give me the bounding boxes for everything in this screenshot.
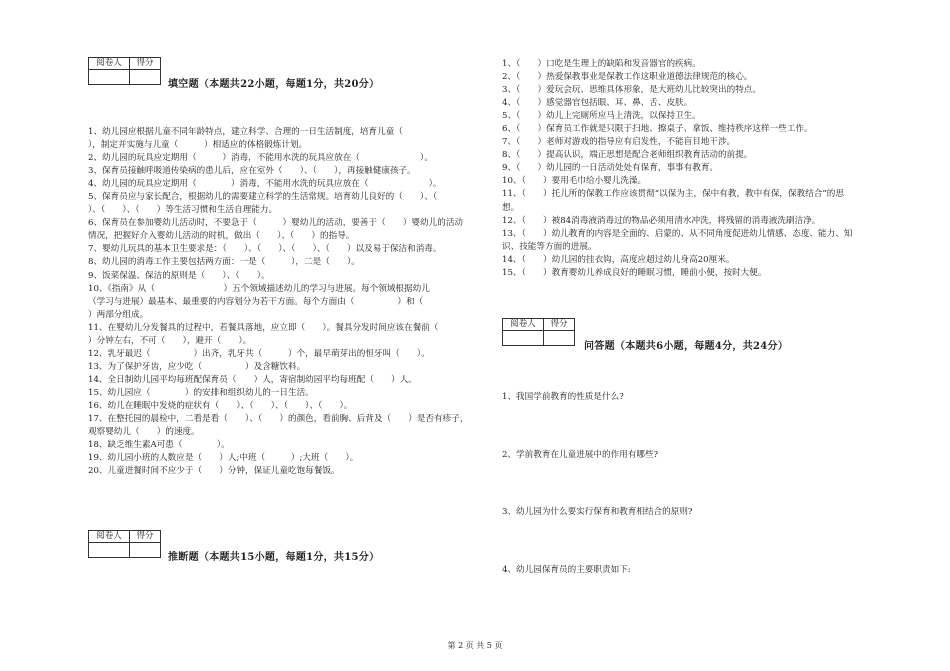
- essay-question: 2、学前教育在儿童进展中的作用有哪些?: [502, 450, 659, 460]
- judge-line: 5、（ ）幼儿上完厕所应马上清洗，以保持卫生。: [502, 111, 701, 122]
- fill-line: 17、在整托园的晨检中，二看是看（ ）、（ ）的颜色，看前胸、后背及（ ）是否有疹子，: [88, 414, 469, 425]
- judge-line: 12、（ ）被84消毒液消毒过的物品必须用清水冲洗，将残留的消毒液洗刷洁净。: [502, 215, 821, 226]
- fill-line: 9、饭菜保温、保洁的原则是（ ）、（ ）。: [88, 270, 270, 281]
- fill-line: 16、幼儿在睡眠中发烧的症状有（ ）、（ ）、（ ）、（ ）。: [88, 400, 353, 411]
- judge-line: 14、（ ）幼儿园的挂衣钩，高度应超过幼儿身高20厘米。: [502, 254, 735, 265]
- fill-line: 5、保育员应与家长配合，根据幼儿的需要建立科学的生活常规。培育幼儿良好的（ ）、（: [88, 192, 438, 203]
- fill-line: 19、幼儿园小班的人数应是（ ）人;中班（ ）;大班（ ）。: [88, 453, 359, 464]
- fill-line: 13、为了保护牙齿，应少吃（ ）及含糖饮料。: [88, 361, 306, 372]
- judge-line: 3、（ ）爱玩会玩、思维具体形象，是大班幼儿比较突出的特点。: [502, 85, 761, 96]
- score-cell[interactable]: [544, 331, 575, 346]
- judge-line: 8、（ ）提高认识，端正思想是配合老师组织教育活动的前提。: [502, 150, 753, 161]
- score-label: 得分: [130, 58, 161, 70]
- score-cell[interactable]: [130, 543, 161, 558]
- fill-section-title: 填空题（本题共22小题，每题1分，共20分）: [168, 79, 380, 90]
- fill-line: 情况，把握好介入婴幼儿活动的时机，做出（ ）、（ ）的指导。: [88, 231, 355, 242]
- fill-line: ）两部分组成。: [88, 309, 149, 320]
- reviewer-label: 阅卷人: [89, 58, 130, 70]
- fill-line: 6、保育员在参加婴幼儿活动时，不要急于（ ）婴幼儿的活动，要善于（ ）婴幼儿的活动: [88, 218, 464, 229]
- reviewer-label: 阅卷人: [503, 319, 544, 331]
- judge-line: 6、（ ）保育员工作就是只限于扫地、擦桌子、拿饭、维持秩序这样一些工作。: [502, 124, 813, 135]
- fill-line: 18、缺乏维生素A可患（ ）。: [88, 440, 230, 451]
- fill-line: ）分钟左右，不可（ ），避开（ ）。: [88, 335, 252, 346]
- essay-section-title: 问答题（本题共6小题，每题4分，共24分）: [584, 341, 789, 352]
- judge-line: 9、（ ）幼儿园的一日活动处处有保育，事事有教育。: [502, 163, 719, 174]
- judge-section-title: 推断题（本题共15小题，每题1分，共15分）: [168, 552, 380, 563]
- judge-line: 15、（ ）教育婴幼儿养成良好的睡眠习惯，睡前小便，按时大便。: [502, 267, 767, 278]
- reviewer-cell[interactable]: [89, 70, 130, 85]
- fill-line: 15、幼儿园应（ ）的安排和组织幼儿的一日生活。: [88, 387, 314, 398]
- fill-line: 12、乳牙最迟（ ）出齐，乳牙共（ ）个，最早萌芽出的恒牙叫（ ）。: [88, 348, 430, 359]
- judge-line: 13、（ ）幼儿教育的内容是全面的、启蒙的、从不同角度促进幼儿情感、态度、能力、知: [502, 228, 853, 239]
- score-label: 得分: [544, 319, 575, 331]
- fill-line: 3、保育员接触呼吸道传染病的患儿后，应在室外（ ）、（ ），再接触健康孩子。: [88, 166, 416, 177]
- score-cell[interactable]: [130, 70, 161, 85]
- fill-line: ）、（ ）、（ ）等生活习惯和生活自理能力。: [88, 205, 278, 216]
- reviewer-cell[interactable]: [89, 543, 130, 558]
- score-box-essay: [502, 318, 575, 346]
- fill-line: 8、幼儿园的消毒工作主要包括两方面：一是（ ），二是（ ）。: [88, 257, 360, 268]
- fill-line: 10、《指南》从（ ）五个领域描述幼儿的学习与进展。每个领域根据幼儿: [88, 283, 430, 294]
- fill-line: 11、在婴幼儿分发餐具的过程中，若餐具落地，应立即（ ）。餐具分发时间应该在餐前（: [88, 322, 439, 333]
- judge-questions: [502, 58, 902, 280]
- judge-line: 2、（ ）热爱保教事业是保教工作这职业道德法律规范的核心。: [502, 72, 753, 83]
- judge-line: 10、（ ）要用毛巾给小婴儿洗澡。: [502, 176, 647, 187]
- fill-line: （学习与进展）最基本、最重要的内容划分为若干方面。每个方面由（ ）和（: [88, 296, 424, 307]
- essay-question: 1、我国学前教育的性质是什么?: [502, 392, 624, 402]
- fill-questions: [88, 126, 488, 478]
- fill-line: 14、全日制幼儿园平均每班配保育员（ ）人，寄宿制幼园平均每班配（ ）人。: [88, 374, 417, 385]
- score-box-judge: [88, 530, 161, 558]
- fill-line: ），制定并实施与儿童（ ）相适应的体格锻炼计划。: [88, 140, 308, 151]
- fill-line: 观察婴幼儿（ ）的速度。: [88, 427, 200, 438]
- reviewer-cell[interactable]: [503, 331, 544, 346]
- judge-line: 7、（ ）老师对游戏的指导应有启发性，不能盲目地干涉。: [502, 137, 736, 148]
- score-label: 得分: [130, 531, 161, 543]
- fill-line: 4、幼儿园的玩具应定期用（ ）消毒，不能用水洗的玩具应放在（ ）。: [88, 179, 442, 190]
- fill-line: 2、幼儿园的玩具应定期用（ ）消毒，不能用水洗的玩具应放在（ ）。: [88, 153, 433, 164]
- judge-line: 想。: [502, 202, 520, 213]
- reviewer-label: 阅卷人: [89, 531, 130, 543]
- judge-line: 4、（ ）感觉器官包括眼、耳、鼻、舌、皮肤。: [502, 98, 693, 109]
- score-box-fill: [88, 57, 161, 85]
- judge-line: 识、技能等方面的进展。: [502, 241, 597, 252]
- judge-line: 1、（ ）口吃是生理上的缺陷和发音器官的疾病。: [502, 59, 701, 69]
- fill-line: 7、婴幼儿玩具的基本卫生要求是：（ ）、（ ）、（ ）、（ ）以及易于保洁和消毒。: [88, 244, 442, 255]
- judge-line: 11、（ ）托儿所的保教工作应该贯彻“以保为主，保中有教，教中有保，保教结合”的思: [502, 189, 844, 200]
- essay-question: 3、幼儿园为什么要实行保育和教育相结合的原则?: [502, 507, 693, 517]
- essay-question: 4、幼儿园保育员的主要职责如下:: [502, 565, 631, 575]
- fill-line: 20、儿童进餐时间不应少于（ ）分钟，保证儿童吃饱每餐饭。: [88, 466, 340, 477]
- page-footer: 第 2 页 共 5 页: [447, 641, 503, 650]
- fill-line: 1、幼儿园应根据儿童不同年龄特点，建立科学、合理的一日生活制度，培育儿童（: [88, 127, 403, 137]
